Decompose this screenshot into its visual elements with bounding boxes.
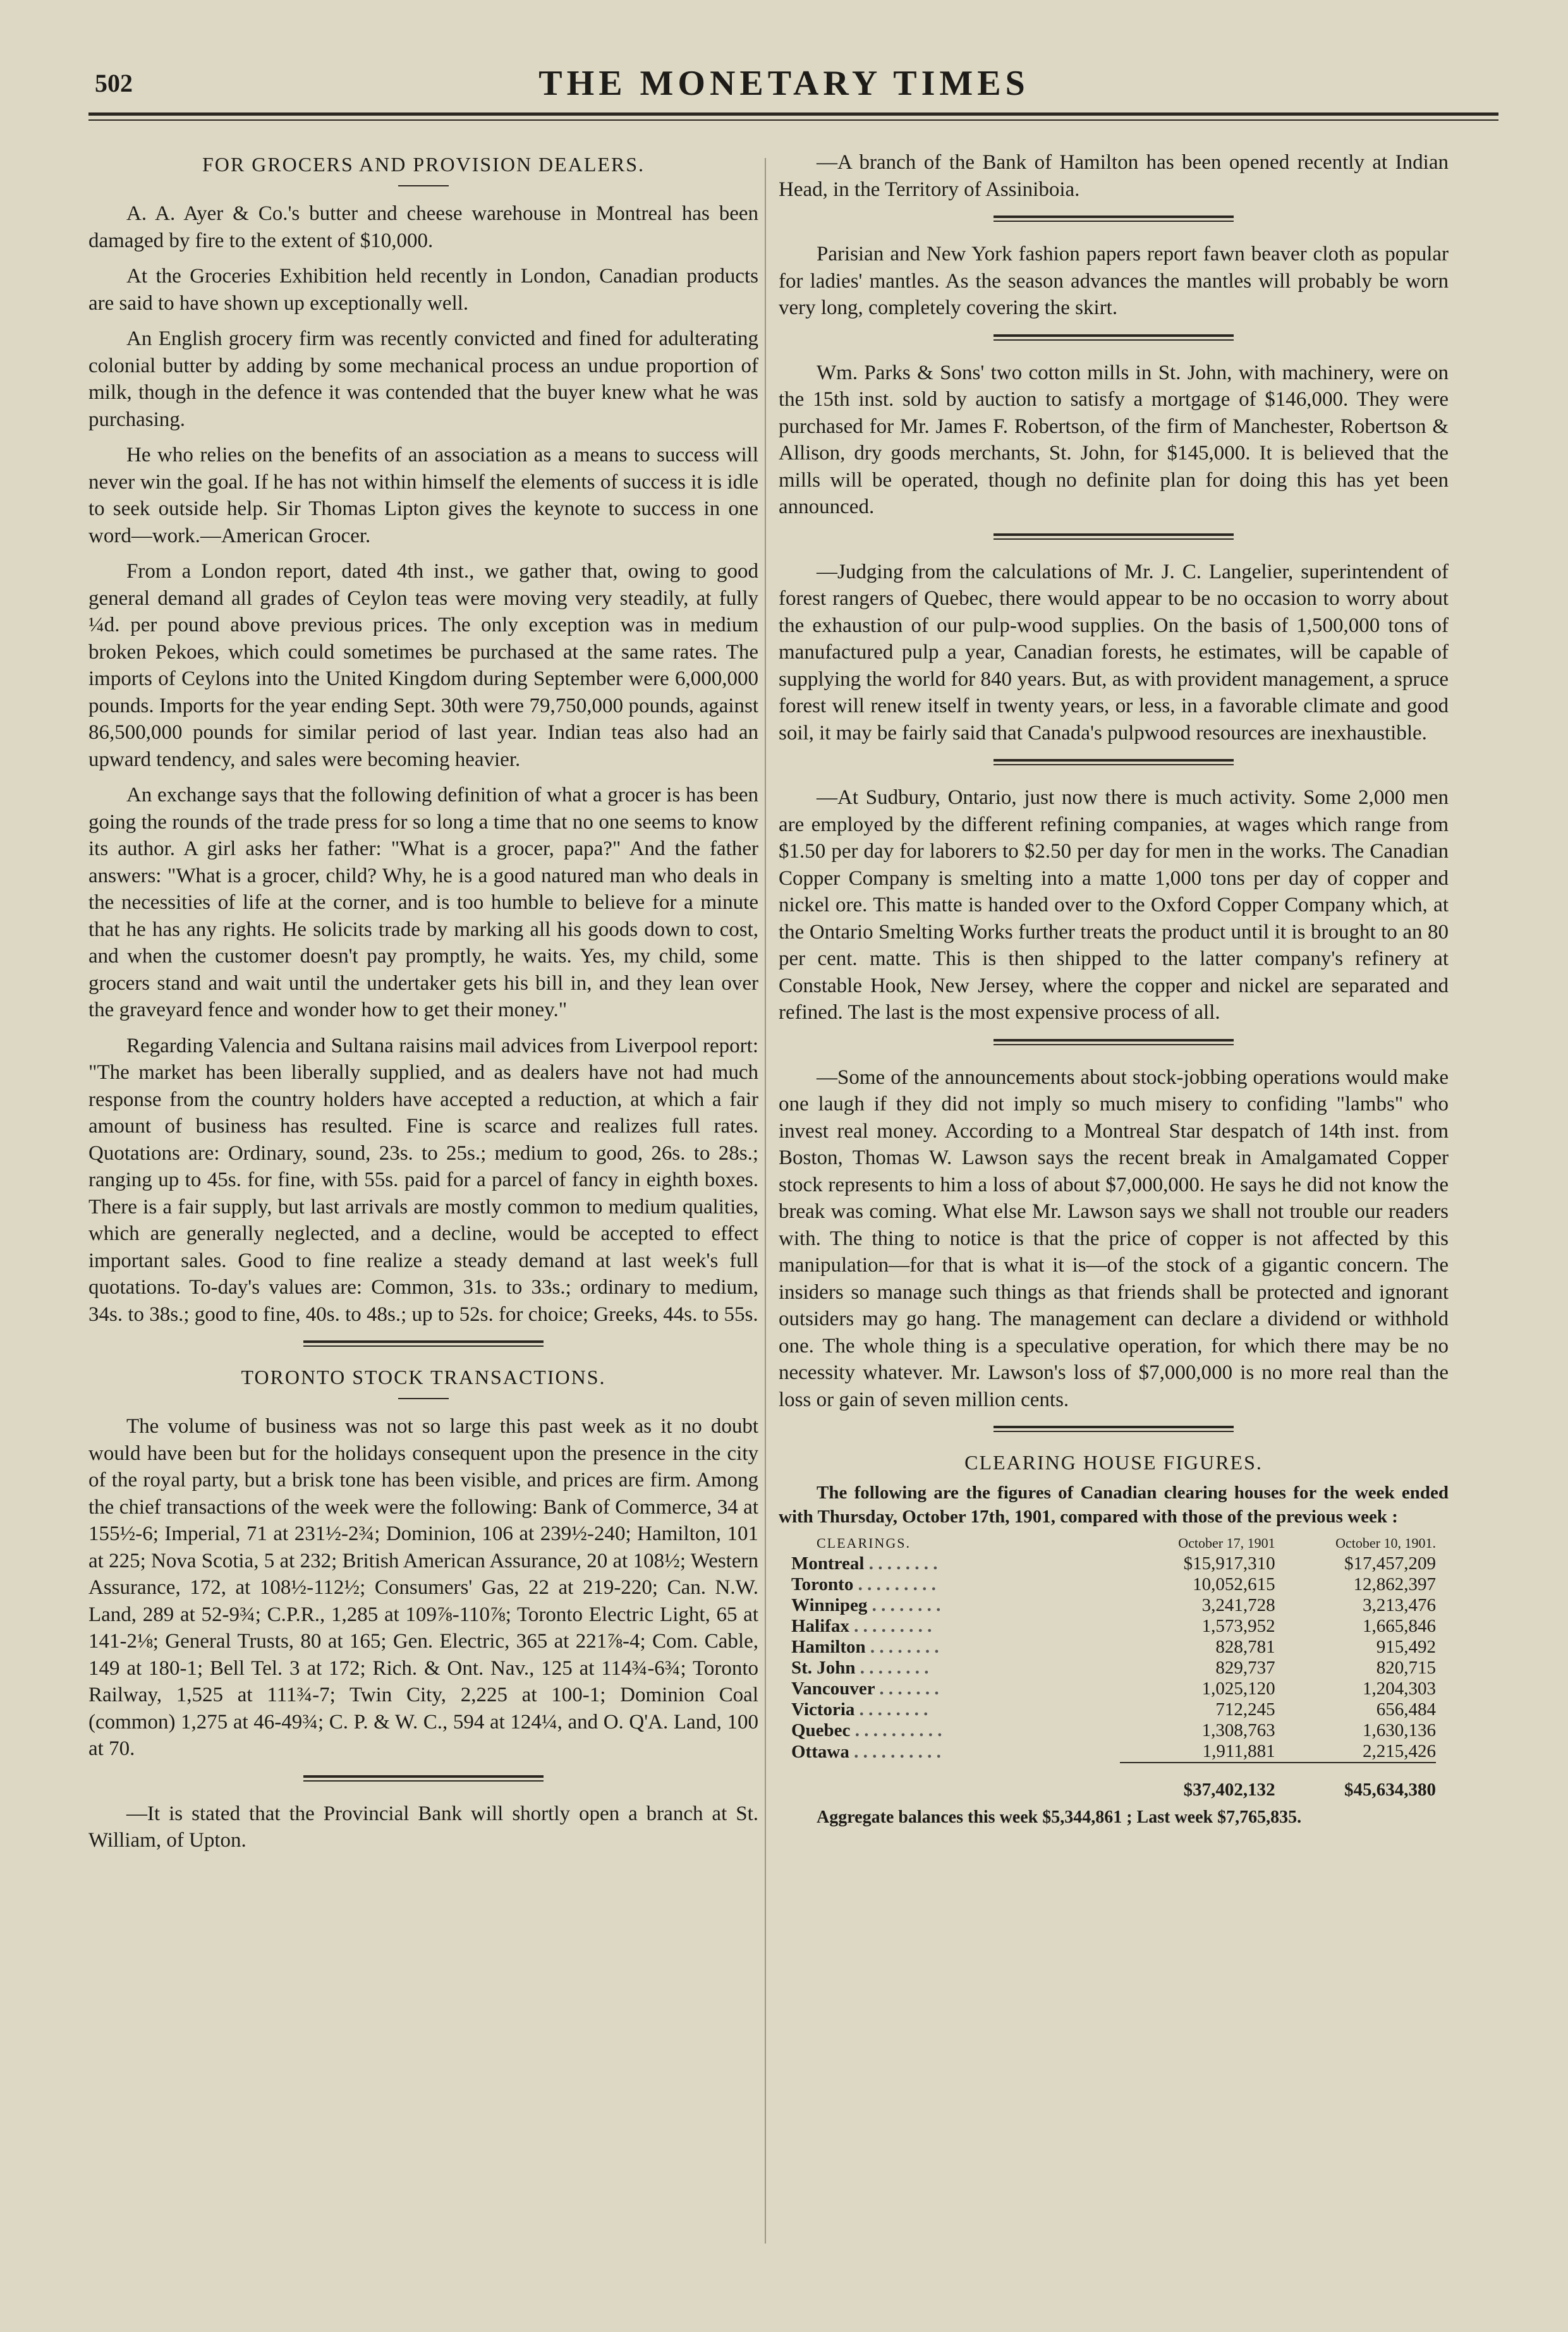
- clearing-row: [791, 1720, 1436, 1741]
- stock-paragraph: The volume of business was not so large this past week as it no doubt would have been but for the holidays consequent upon the presence in the city of the royal party, but a brisk tone has been visible, and prices are firm. Among the chief transactions of the week were the following: Bank of Commerce, 34 at 155½-6; Imperial, 71 at 231½-2¾; Dominion, 106 at 239½-240; Hamilton, 101 at 225; Nova Scotia, 5 at 232; British American Assurance, 20 at 108½; Western Assurance, 172, at 108½-112½; Consumers' Gas, 22 at 219-220; Can. N.W. Land, 289 at 52-9¾; C.P.R., 1,285 at 109⅞-110⅞; Toronto Electric Light, 65 at 141-2⅛; General Trusts, 80 at 165; Gen. Electric, 365 at 221⅞-4; Com. Cable, 149 at 180-1; Bell Tel. 3 at 172; Rich. & Ont. Nav., 125 at 114¾-6¾; Toronto Railway, 1,525 at 111¾-7; Twin City, 2,225 at 100-1; Dominion Coal (common) 1,275 at 46-49¾; C. P. & W. C., 594 at 124¼, and O. Q'A. Land, 100 at 70.: [88, 1415, 758, 1760]
- clearing-city: [791, 1553, 1120, 1574]
- section-rule: [994, 533, 1234, 540]
- section-rule: [303, 1775, 544, 1782]
- oct10-total: $45,634,380: [1275, 1763, 1436, 1801]
- grocers-paragraph: An English grocery firm was recently convicted and fined for adulterating colonial butter by adding by some mechanical process an undue proportion of milk, though in the defence it was contended that the buyer knew what he was purchasing.: [88, 327, 758, 431]
- oct10-value: 12,862,397: [1353, 1574, 1436, 1594]
- clearing-city: [791, 1741, 1120, 1763]
- section-rule: [994, 216, 1234, 222]
- oct10-value: 3,213,476: [1363, 1595, 1436, 1615]
- clearing-row: [791, 1553, 1436, 1574]
- clearing-row: [791, 1658, 1436, 1679]
- clearing-city: [791, 1658, 1120, 1679]
- news-item: —Judging from the calculations of Mr. J. C. Langelier, superintendent of forest rangers of Quebec, there would appear to be no occasion to worry about the exhaustion of our pulp-wood supplies. On the basis of 1,500,000 tons of manufactured pulp a year, Canadian forests, he estimates, will be capable of supplying the world for 840 years. But, as with provident management, a spruce forest will renew itself in twenty years, or less, in a favorable climate and good soil, it may be fairly said that Canada's pulpwood resources are inexhaustible.: [779, 560, 1449, 744]
- short-rule: [398, 185, 449, 186]
- aggregate-balances: Aggregate balances this week $5,344,861 ; Last week $7,765,835.: [817, 1807, 1302, 1827]
- grocers-paragraph: At the Groceries Exhibition held recently in London, Canadian products are said to have shown up exceptionally well.: [88, 265, 758, 315]
- city-name: Winnipeg: [791, 1595, 868, 1615]
- clearing-table: [791, 1533, 1436, 1801]
- provincial-bank-paragraph: —It is stated that the Provincial Bank will shortly open a branch at St. William, of Upton.: [88, 1802, 758, 1852]
- oct17-value: 828,781: [1215, 1637, 1275, 1657]
- section-rule: [994, 334, 1234, 341]
- city-name: Quebec: [791, 1720, 851, 1740]
- clearing-city: [791, 1595, 1120, 1616]
- grocers-paragraph: A. A. Ayer & Co.'s butter and cheese warehouse in Montreal has been damaged by fire to the extent of $10,000.: [88, 202, 758, 252]
- city-name: Hamilton: [791, 1637, 866, 1657]
- clearing-city: [791, 1574, 1120, 1595]
- oct17-column-header: October 17, 1901: [1178, 1535, 1275, 1551]
- oct10-value: 1,204,303: [1363, 1679, 1436, 1699]
- news-item: Wm. Parks & Sons' two cotton mills in St. John, with machinery, were on the 15th inst. sold by auction to satisfy a mortgage of $146,000. They were purchased for Mr. James F. Robertson, of the firm of Manchester, Robertson & Allison, dry goods merchants, St. John, for $145,000. It is believed that the mills will be operated, though no definite plan for doing this has yet been announced.: [779, 361, 1449, 518]
- stock-heading: TORONTO STOCK TRANSACTIONS.: [241, 1366, 606, 1388]
- oct17-value: $15,917,310: [1183, 1553, 1275, 1574]
- leader-dots: . . . . . . . . .: [849, 1616, 932, 1636]
- clearing-heading: CLEARING HOUSE FIGURES.: [964, 1451, 1263, 1474]
- clearing-row: [791, 1616, 1436, 1637]
- city-name: Victoria: [791, 1699, 855, 1720]
- oct17-value: 3,241,728: [1201, 1595, 1275, 1615]
- oct17-value: 1,025,120: [1201, 1679, 1275, 1699]
- grocers-paragraph: An exchange says that the following definition of what a grocer is has been going the rounds of the trade press for so long a time that no one seems to know its author. A girl asks her father: "What is a grocer, papa?" And the father answers: "What is a grocer, child? Why, he is a good natured man who deals in the necessities of life at the corner, and is too humble to believe for a minute that he has any rights. He solicits trade by marking all his goods down to cost, and when the customer doesn't pay promptly, he waits. Yes, my child, some grocers stand and wait until the undertaker gets his bill in, and they lean over the graveyard fence and wonder how to get their money.": [88, 784, 758, 1021]
- clearing-row: [791, 1679, 1436, 1699]
- masthead: THE MONETARY TIMES: [538, 64, 1030, 103]
- clearings-column-header: CLEARINGS.: [817, 1535, 911, 1551]
- section-rule: [303, 1340, 544, 1347]
- leader-dots: . . . . . . . . . .: [849, 1741, 941, 1762]
- clearing-row: [791, 1637, 1436, 1658]
- oct17-value: 10,052,615: [1193, 1574, 1275, 1594]
- clearing-row: [791, 1741, 1436, 1763]
- leader-dots: . . . . . . . . .: [853, 1574, 936, 1594]
- grocers-paragraph: From a London report, dated 4th inst., we gather that, owing to good general demand all grades of Ceylon teas were moving very steadily, at fully ¼d. per pound above previous prices. The only exception was in medium broken Pekoes, which could sometimes be purchased at the same rates. The imports of Ceylons into the United Kingdom during September were 6,000,000 pounds. Imports for the year ending Sept. 30th were 79,750,000 pounds, against 86,500,000 pounds for similar period of last year. Indian teas also had an upward tendency, and sales were becoming heavier.: [88, 560, 758, 771]
- oct10-value: 820,715: [1376, 1658, 1436, 1678]
- oct17-value: 1,573,952: [1201, 1616, 1275, 1636]
- column-divider: [765, 158, 766, 2244]
- oct17-total: $37,402,132: [1120, 1763, 1275, 1801]
- city-name: Vancouver: [791, 1679, 875, 1699]
- news-item: —Some of the announcements about stock-jobbing operations would make one laugh if they did not imply so much misery to confiding "lambs" who invest real money. According to a Montreal Star despatch of 14th inst. from Boston, Thomas W. Lawson says the recent break in Amalgamated Copper stock represents to him a loss of about $7,000,000. He says he did not know the break was coming. What else Mr. Lawson says we shall not trouble our readers with. The thing to notice is that the price of copper is not affected by this manipulation—for that is what it is—of the stock of a gigantic concern. The insiders so manage such things as that friends shall be protected and ignorant outsiders may go hang. The management can declare a dividend or withhold one. The whole thing is a speculative operation, for which there may be no necessity whatever. Mr. Lawson's loss of $7,000,000 is no more real than the loss or gain of seven million cents.: [779, 1066, 1449, 1411]
- clearing-header-row: [791, 1533, 1436, 1553]
- clearing-city: [791, 1679, 1120, 1699]
- clearing-city: [791, 1720, 1120, 1741]
- oct17-value: 1,308,763: [1201, 1720, 1275, 1740]
- city-name: Halifax: [791, 1616, 849, 1636]
- leader-dots: . . . . . . . .: [854, 1699, 928, 1720]
- clearing-city: [791, 1699, 1120, 1720]
- clearing-intro: The following are the figures of Canadian clearing houses for the week ended with Thursday, October 17th, 1901, compared with those of the previous week :: [779, 1483, 1449, 1527]
- section-rule: [994, 1039, 1234, 1045]
- clearing-city: [791, 1616, 1120, 1637]
- oct17-value: 1,911,881: [1202, 1741, 1275, 1761]
- oct10-value: 1,665,846: [1363, 1616, 1436, 1636]
- oct17-value: 829,737: [1215, 1658, 1275, 1678]
- news-item: —A branch of the Bank of Hamilton has been opened recently at Indian Head, in the Territory of Assiniboia.: [779, 151, 1449, 201]
- leader-dots: . . . . . . . .: [855, 1658, 929, 1678]
- right-column: [779, 149, 1449, 1831]
- grocers-paragraph: Regarding Valencia and Sultana raisins mail advices from Liverpool report: "The market has been liberally supplied, and as dealers have not had much response from the country holders have accepted a reduction, at which a fair amount of business has resulted. Fine is scarce and realizes full rates. Quotations are: Ordinary, sound, 23s. to 25s.; medium to good, 26s. to 28s.; ranging up to 45s. for fine, with 55s. paid for a parcel of fancy in eighth boxes. There is a fair supply, but last arrivals are mostly common to medium qualities, which are generally neglected, and a decline, would be accepted to effect important sales. Good to fine realize a steady demand at last week's full quotations. To-day's values are: Common, 31s. to 33s.; ordinary to medium, 34s. to 38s.; good to fine, 40s. to 48s.; up to 52s. for choice; Greeks, 44s. to 55s.: [88, 1034, 758, 1326]
- oct10-value: $17,457,209: [1344, 1553, 1436, 1574]
- grocers-paragraph: He who relies on the benefits of an association as a means to success will never win the goal. If he has not within himself the elements of success it is idle to seek outside help. Sir Thomas Lipton gives the keynote to success in one word—work.—American Grocer.: [88, 444, 758, 547]
- city-name: Montreal: [791, 1553, 865, 1574]
- grocers-heading: FOR GROCERS AND PROVISION DEALERS.: [202, 153, 645, 176]
- leader-dots: . . . . . . . .: [867, 1595, 941, 1615]
- news-item: —At Sudbury, Ontario, just now there is much activity. Some 2,000 men are employed by the different refining companies, at wages which range from $1.50 per day for laborers to $2.50 per day for men in the works. The Canadian Copper Company is smelting into a matte 1,000 tons per day of copper and nickel ore. This matte is handed over to the Oxford Copper Company which, at the Ontario Smelting Works further treats the product until it is brought to an 80 per cent. matte. This is then shipped to the latter company's refinery at Constable Hook, New Jersey, where the copper and nickel are separated and refined. The last is the most expensive process of all.: [779, 786, 1449, 1024]
- city-name: Ottawa: [791, 1741, 849, 1762]
- leader-dots: . . . . . . . .: [864, 1553, 938, 1574]
- clearing-row: [791, 1595, 1436, 1616]
- section-rule: [994, 759, 1234, 765]
- oct17-value: 712,245: [1215, 1699, 1275, 1720]
- section-rule: [994, 1426, 1234, 1432]
- clearing-row: [791, 1574, 1436, 1595]
- clearing-total-row: [791, 1763, 1436, 1801]
- leader-dots: . . . . . . . .: [865, 1637, 939, 1657]
- city-name: Toronto: [791, 1574, 854, 1594]
- news-item: Parisian and New York fashion papers report fawn beaver cloth as popular for ladies' mantles. As the season advances the mantles will probably be worn very long, completely covering the skirt.: [779, 243, 1449, 319]
- oct10-value: 1,630,136: [1363, 1720, 1436, 1740]
- oct10-value: 915,492: [1376, 1637, 1436, 1657]
- leader-dots: . . . . . . . . . .: [850, 1720, 942, 1740]
- total-spacer: [791, 1763, 1120, 1801]
- oct10-value: 656,484: [1376, 1699, 1436, 1720]
- clearing-row: [791, 1699, 1436, 1720]
- short-rule: [398, 1398, 449, 1399]
- oct10-value: 2,215,426: [1363, 1741, 1436, 1761]
- city-name: St. John: [791, 1658, 856, 1678]
- clearing-city: [791, 1637, 1120, 1658]
- left-column: [88, 149, 758, 1863]
- leader-dots: . . . . . . .: [875, 1679, 939, 1699]
- header-rule: [88, 112, 1498, 121]
- oct10-column-header: October 10, 1901.: [1335, 1535, 1436, 1551]
- page-number: 502: [95, 69, 133, 97]
